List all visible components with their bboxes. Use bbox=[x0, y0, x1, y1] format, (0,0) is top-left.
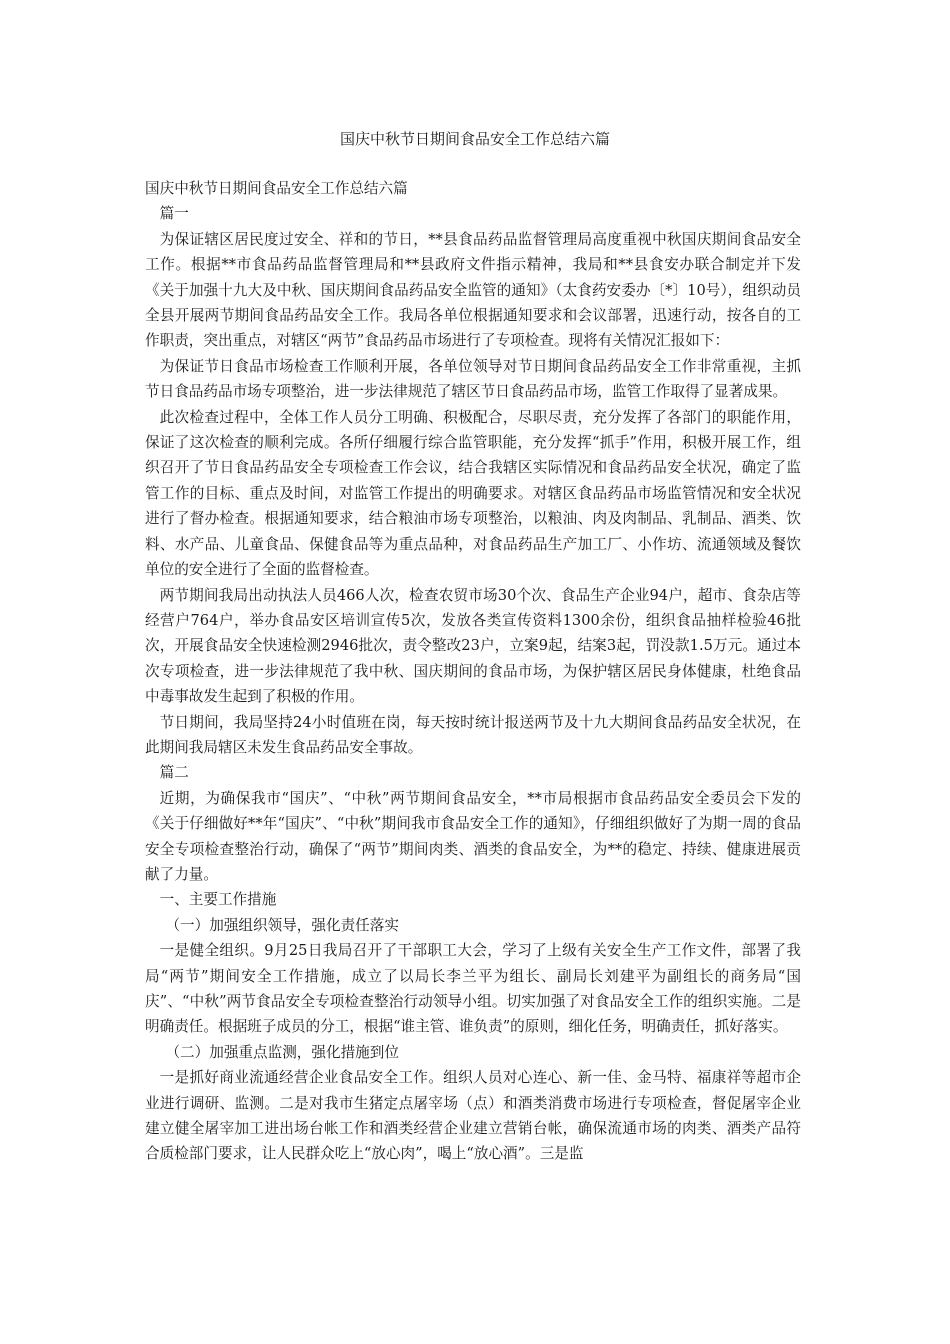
subsection-heading: （一）加强组织领导，强化责任落实 bbox=[165, 916, 399, 934]
section-label-1: 篇一 bbox=[159, 205, 189, 223]
paragraph: 一是健全组织。9月25日我局召开了干部职工大会，学习了上级有关安全生产工作文件，部署了我局“两节”期间安全工作措施，成立了以局长李兰平为组长、副局长刘建平为副组长的商务局“国庆”、“中秋”两节食品安全专项检查整治行动领导小组。切实加强了对食品安全工作的组织实施。二是明确责任。根据班子成员的分工，根据“谁主管、谁负责”的原则，细化任务，明确责任，抓好落实。 bbox=[145, 942, 801, 1036]
paragraph: 此次检查过程中，全体工作人员分工明确、积极配合，尽职尽责，充分发挥了各部门的职能作用，保证了这次检查的顺利完成。各所仔细履行综合监管职能，充分发挥“抓手”作用，积极开展工作，组织召开了节日食品药品安全专项检查工作会议，结合我辖区实际情况和食品药品安全状况，确定了监管工作的目标、重点及时间，对监管工作提出的明确要求。对辖区食品药品市场监管情况和安全状况进行了督办检查。根据通知要求，结合粮油市场专项整治，以粮油、肉及肉制品、乳制品、酒类、饮料、水产品、儿童食品、保健食品等为重点品种，对食品药品生产加工厂、小作坊、流通领域及餐饮单位的安全进行了全面的监督检查。 bbox=[145, 408, 801, 579]
section-heading: 一、主要工作措施 bbox=[159, 891, 277, 909]
paragraph: 节日期间，我局坚持24小时值班在岗，每天按时统计报送两节及十九大期间食品药品安全状况，在此期间我局辖区未发生食品药品安全事故。 bbox=[145, 713, 801, 756]
body-title: 国庆中秋节日期间食品安全工作总结六篇 bbox=[145, 180, 408, 197]
paragraph: 为保证辖区居民度过安全、祥和的节日，**县食品药品监督管理局高度重视中秋国庆期间食品安全工作。根据**市食品药品监督管理局和**县政府文件指示精神，我局和**县食安办联合制定并下发《关于加强十九大及中秋、国庆期间食品药品安全监管的通知》（太食药安委办〔*〕10号），组织动员全县开展两节期间食品药品安全工作。我局各单位根据通知要求和会议部署，迅速行动，按各自的工作职责，突出重点，对辖区“两节”食品药品市场进行了专项检查。现将有关情况汇报如下： bbox=[145, 230, 801, 350]
document-title: 国庆中秋节日期间食品安全工作总结六篇 bbox=[339, 130, 610, 148]
subsection-heading: （二）加强重点监测，强化措施到位 bbox=[165, 1043, 399, 1061]
section-label-2: 篇二 bbox=[159, 764, 189, 782]
paragraph: 近期，为确保我市“国庆”、“中秋”两节期间食品安全，**市局根据市食品药品安全委员会下发的《关于仔细做好**年“国庆”、“中秋”期间我市食品安全工作的通知》，仔细组织做好了为期一周的食品安全专项检查整治行动，确保了“两节”期间肉类、酒类的食品安全，为**的稳定、持续、健康进展贡献了力量。 bbox=[145, 789, 801, 883]
paragraph: 一是抓好商业流通经营企业食品安全工作。组织人员对心连心、新一佳、金马特、福康祥等超市企业进行调研、监测。二是对我市生猪定点屠宰场（点）和酒类消费市场进行专项检查，督促屠宰企业建立健全屠宰加工进出场台帐工作和酒类经营企业建立营销台帐，确保流通市场的肉类、酒类产品符合质检部门要求，让人民群众吃上“放心肉”，喝上“放心酒”。三是监 bbox=[145, 1069, 801, 1163]
document-body bbox=[145, 176, 801, 1167]
paragraph: 为保证节日食品市场检查工作顺利开展，各单位领导对节日期间食品药品安全工作非常重视，主抓节日食品药品市场专项整治，进一步法律规范了辖区节日食品药品市场，监管工作取得了显著成果。 bbox=[145, 357, 801, 401]
paragraph: 两节期间我局出动执法人员466人次，检查农贸市场30个次、食品生产企业94户，超市、食杂店等经营户764户，举办食品安区培训宣传5次，发放各类宣传资料1300余份，组织食品抽样检验46批次，开展食品安全快速检测2946批次，责令整改23户，立案9起，结案3起，罚没款1.5万元。通过本次专项检查，进一步法律规范了我中秋、国庆期间的食品市场，为保护辖区居民身体健康，杜绝食品中毒事故发生起到了积极的作用。 bbox=[145, 586, 801, 706]
